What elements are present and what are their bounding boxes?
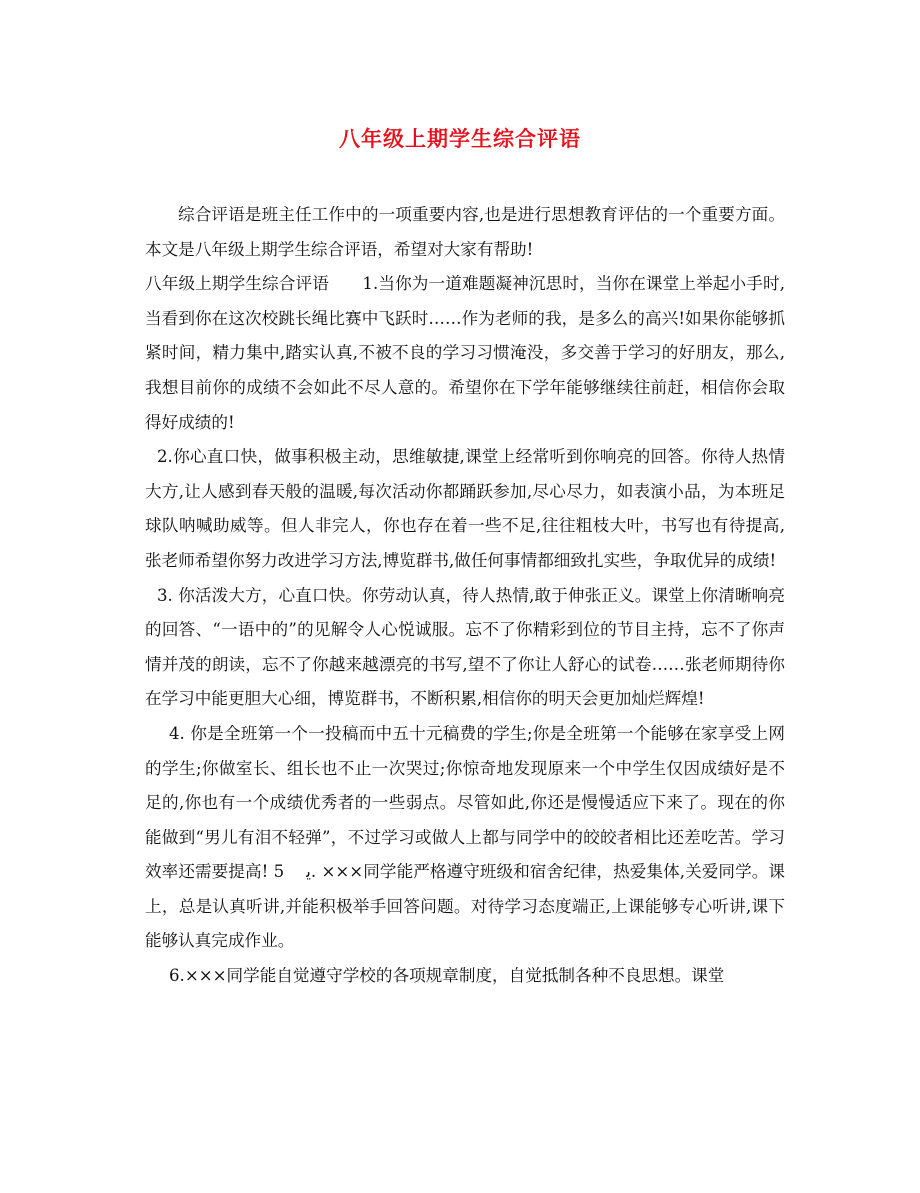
paragraph-comment-2: 2.你心直口快，做事积极主动，思维敏捷,课堂上经常听到你响亮的回答。你待人热情大方,让人感到春天般的温暖,每次活动你都踊跃参加,尽心尽力，如表演小品，为本班足球队呐喊助威等。但人非完人，你也存在着一些不足,往往粗枝大叶，书写也有待提高,张老师希望你努力改进学习方法,博览群书,做任何事情都细致扎实些，争取优异的成绩!: [145, 447, 785, 570]
paragraph-comment-1: 八年级上期学生综合评语 1.当你为一道难题凝神沉思时，当你在课堂上举起小手时,当看到你在这次校跳长绳比赛中飞跃时……作为老师的我，是多么的高兴!如果你能够抓紧时间，精力集中,踏实认真,不被不良的学习习惯淹没，多交善于学习的好朋友，那么,我想目前你的成绩不会如此不尽人意的。希望你在下学年能够继续往前赶，相信你会取得好成绩的!: [145, 274, 785, 432]
paragraph-comment-4: 4. 你是全班第一个一投稿而中五十元稿费的学生;你是全班第一个能够在家享受上网的学生;你做室长、组长也不止一次哭过;你惊奇地发现原来一个中学生仅因成绩好是不足的,你也有一个成绩优秀者的一些弱点。尽管如此,你还是慢慢适应下来了。现在的你能做到“男儿有泪不轻弹”，不过学习或做人上都与同学中的皎皎者相比还差吃苦。学习效率还需要提高! 5 ﯾ. ×××同学能严格遵守班级和宿舍纪律，热爱集体,关爱同学。课上，总是认真听讲,并能积极举手回答问题。对待学习态度端正,上课能够专心听讲,课下能够认真完成作业。: [145, 723, 785, 951]
paragraph-intro: 综合评语是班主任工作中的一项重要内容,也是进行思想教育评估的一个重要方面。本文是八年级上期学生综合评语，希望对大家有帮助!: [145, 205, 785, 259]
paragraph-comment-3: 3. 你活泼大方，心直口快。你劳动认真，待人热情,敢于伸张正义。课堂上你清晰响亮的回答、“一语中的”的见解令人心悦诚服。忘不了你精彩到位的节目主持，忘不了你声情并茂的朗读，忘不了你越来越漂亮的书写,望不了你让人舒心的试卷……张老师期待你在学习中能更胆大心细，博览群书，不断积累,相信你的明天会更加灿烂辉煌!: [145, 585, 785, 709]
document-body: [145, 198, 785, 994]
document-title: 八年级上期学生综合评语: [339, 126, 581, 151]
paragraph-comment-6: 6.×××同学能自觉遵守学校的各项规章制度，自觉抵制各种不良思想。课堂: [169, 966, 725, 986]
